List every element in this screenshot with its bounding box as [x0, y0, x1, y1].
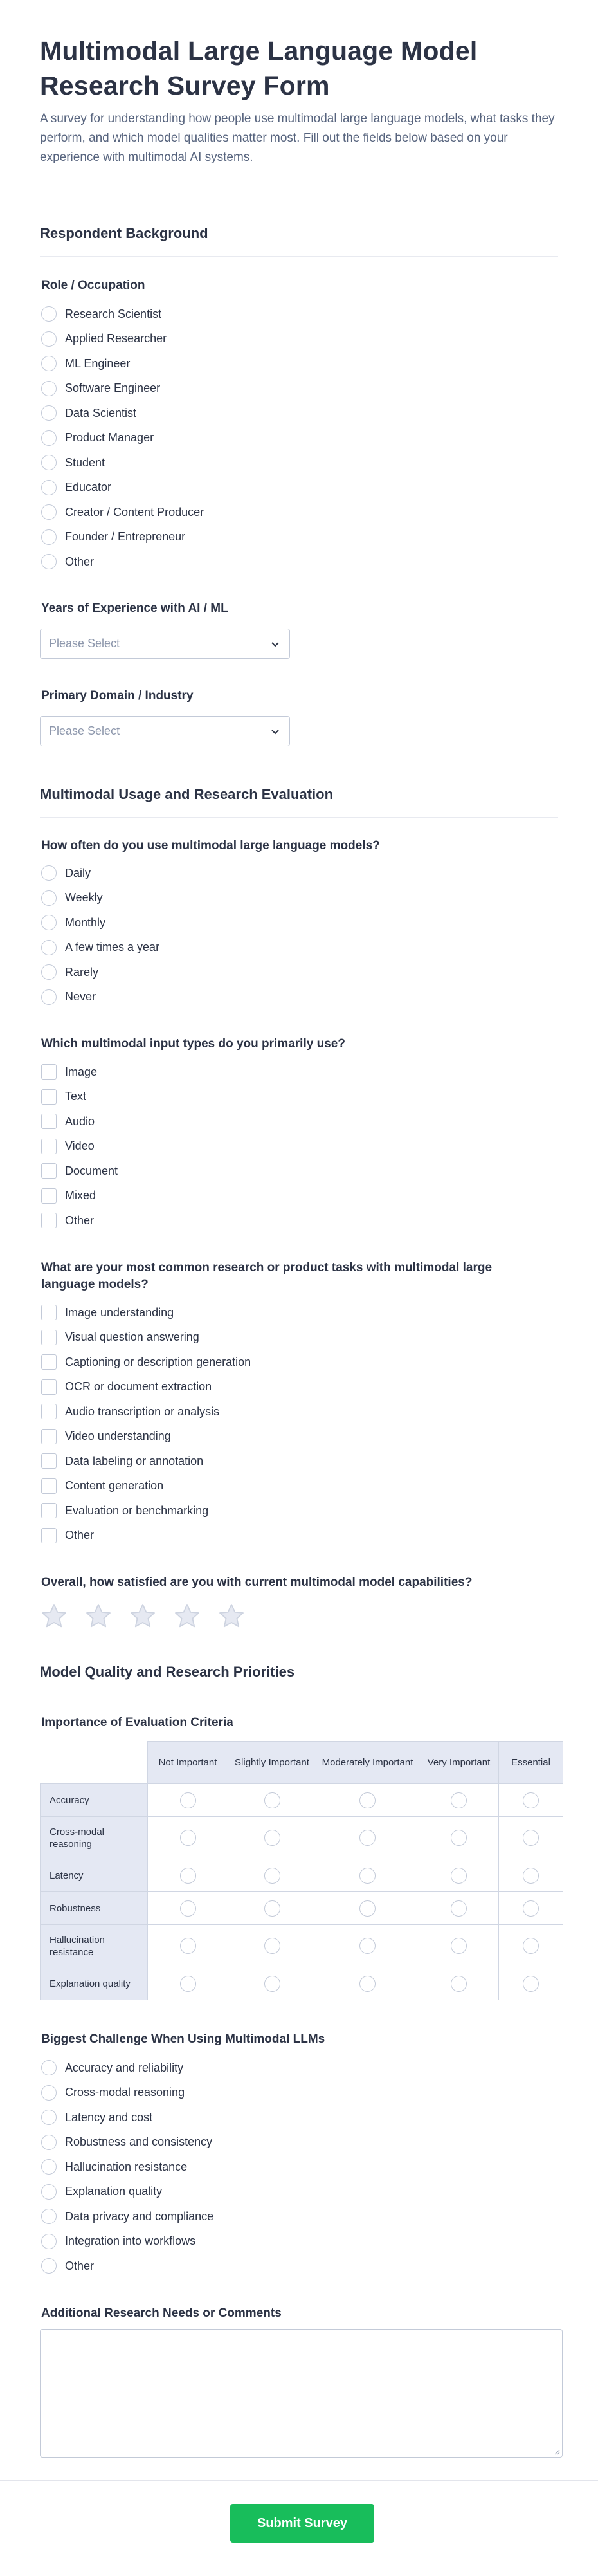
task-option[interactable] — [41, 1477, 163, 1495]
frequency-option[interactable] — [41, 939, 159, 957]
challenge-option-label: Integration into workflows — [65, 2234, 196, 2247]
matrix-cell[interactable] — [228, 1817, 316, 1859]
form-description: A survey for understanding how people use multimodal large language models, what tasks they perform, and which model qualities matter most. Fill out the fields below based on your experience with multimodal AI systems. — [40, 112, 555, 164]
chevron-down-icon — [270, 726, 280, 737]
frequency-label: How often do you use multimodal large language models? — [41, 839, 380, 852]
matrix-row-label: Accuracy — [41, 1784, 148, 1817]
role-option[interactable] — [41, 553, 94, 571]
role-option[interactable] — [41, 404, 136, 422]
role-option[interactable] — [41, 503, 204, 521]
domain-select[interactable] — [40, 716, 290, 746]
matrix-row-label: Hallucination resistance — [41, 1925, 148, 1967]
radio-button[interactable] — [359, 1792, 376, 1808]
checkbox[interactable] — [41, 1163, 57, 1179]
radio-button[interactable] — [523, 1868, 539, 1884]
matrix-row — [41, 1859, 563, 1892]
challenge-option-label: Latency and cost — [65, 2110, 153, 2124]
input-types-label: Which multimodal input types do you primarily use? — [41, 1037, 345, 1051]
input-type-option[interactable] — [41, 1088, 86, 1106]
radio-button[interactable] — [41, 504, 57, 520]
task-option-label: Video understanding — [65, 1430, 171, 1442]
radio-button[interactable] — [264, 1900, 280, 1917]
radio-button[interactable] — [451, 1976, 467, 1992]
star-icon[interactable] — [217, 1602, 246, 1630]
matrix-row-label: Robustness — [41, 1892, 148, 1925]
role-option[interactable] — [41, 330, 167, 348]
task-option[interactable] — [41, 1378, 212, 1396]
checkbox[interactable] — [41, 1305, 57, 1320]
input-type-option[interactable] — [41, 1137, 95, 1155]
frequency-option-label: A few times a year — [65, 941, 160, 953]
input-type-option[interactable] — [41, 1112, 95, 1130]
role-option[interactable] — [41, 429, 154, 447]
checkbox[interactable] — [41, 1503, 57, 1518]
input-type-option[interactable] — [41, 1211, 94, 1229]
task-option-label: Captioning or description generation — [65, 1355, 251, 1368]
role-option-label: Educator — [65, 481, 112, 493]
challenge-option[interactable] — [41, 2207, 213, 2225]
matrix-row-label: Explanation quality — [41, 1967, 148, 2000]
radio-button[interactable] — [41, 381, 57, 396]
matrix-column-header: Very Important — [419, 1742, 499, 1784]
radio-button[interactable] — [523, 1900, 539, 1917]
matrix-row-label: Cross-modal reasoning — [41, 1817, 148, 1859]
matrix-row — [41, 1925, 563, 1967]
radio-button[interactable] — [41, 2159, 57, 2175]
matrix-cell[interactable] — [499, 1925, 563, 1967]
section-title-quality: Model Quality and Research Priorities — [40, 1664, 295, 1680]
radio-button[interactable] — [359, 1830, 376, 1846]
section-title-usage: Multimodal Usage and Research Evaluation — [40, 786, 334, 802]
challenge-option-label: Robustness and consistency — [65, 2135, 213, 2148]
matrix-column-header: Slightly Important — [228, 1742, 316, 1784]
frequency-option[interactable] — [41, 988, 96, 1006]
matrix-row — [41, 1817, 563, 1859]
experience-select[interactable] — [40, 629, 290, 659]
radio-button[interactable] — [264, 1938, 280, 1954]
checkbox[interactable] — [41, 1089, 57, 1105]
matrix-cell[interactable] — [419, 1817, 499, 1859]
radio-button[interactable] — [264, 1976, 280, 1992]
matrix-cell[interactable] — [499, 1859, 563, 1892]
task-option[interactable] — [41, 1329, 199, 1347]
matrix-cell[interactable] — [316, 1967, 419, 2000]
radio-button[interactable] — [180, 1830, 196, 1846]
satisfaction-label: Overall, how satisfied are you with current multimodal model capabilities? — [41, 1576, 473, 1589]
radio-button[interactable] — [451, 1900, 467, 1917]
task-option[interactable] — [41, 1403, 219, 1421]
checkbox[interactable] — [41, 1528, 57, 1543]
matrix-cell[interactable] — [419, 1859, 499, 1892]
tasks-label: What are your most common research or product tasks with multimodal large language models? — [41, 1261, 493, 1291]
matrix-cell[interactable] — [499, 1967, 563, 2000]
radio-button[interactable] — [359, 1868, 376, 1884]
frequency-option-label: Never — [65, 990, 96, 1003]
radio-button[interactable] — [359, 1900, 376, 1917]
role-option-label: Product Manager — [65, 431, 154, 444]
challenge-option-label: Hallucination resistance — [65, 2160, 188, 2173]
radio-button[interactable] — [41, 331, 57, 347]
task-option-label: Visual question answering — [65, 1330, 199, 1343]
criteria-label: Importance of Evaluation Criteria — [41, 1716, 233, 1729]
radio-button[interactable] — [41, 940, 57, 955]
radio-button[interactable] — [41, 554, 57, 569]
input-type-option-label: Document — [65, 1164, 118, 1177]
checkbox[interactable] — [41, 1139, 57, 1154]
frequency-option-label: Daily — [65, 866, 91, 879]
comments-label: Additional Research Needs or Comments — [41, 2306, 282, 2320]
input-type-option-label: Audio — [65, 1114, 95, 1128]
radio-button[interactable] — [180, 1792, 196, 1808]
radio-button[interactable] — [523, 1792, 539, 1808]
role-option[interactable] — [41, 479, 111, 497]
radio-button[interactable] — [451, 1868, 467, 1884]
challenge-option[interactable] — [41, 2158, 187, 2176]
task-option[interactable] — [41, 1303, 174, 1321]
input-type-option-label: Mixed — [65, 1189, 96, 1202]
matrix-cell[interactable] — [148, 1892, 228, 1925]
matrix-cell[interactable] — [419, 1784, 499, 1817]
star-icon[interactable] — [129, 1602, 157, 1630]
radio-button[interactable] — [41, 964, 57, 980]
input-type-option[interactable] — [41, 1187, 96, 1205]
matrix-cell[interactable] — [499, 1817, 563, 1859]
radio-button[interactable] — [523, 1830, 539, 1846]
radio-button[interactable] — [180, 1900, 196, 1917]
radio-button[interactable] — [451, 1938, 467, 1954]
criteria-matrix — [40, 1741, 563, 2000]
checkbox[interactable] — [41, 1330, 57, 1345]
input-type-option[interactable] — [41, 1162, 118, 1180]
matrix-row-label: Latency — [41, 1859, 148, 1892]
challenge-option[interactable] — [41, 2232, 195, 2250]
frequency-option[interactable] — [41, 963, 98, 981]
role-option[interactable] — [41, 305, 161, 323]
challenge-option-label: Data privacy and compliance — [65, 2209, 214, 2223]
footer-divider — [0, 2480, 598, 2481]
task-option-label: Evaluation or benchmarking — [65, 1504, 209, 1517]
checkbox[interactable] — [41, 1379, 57, 1395]
task-option[interactable] — [41, 1452, 203, 1470]
submit-button[interactable]: Submit Survey — [230, 2504, 374, 2543]
checkbox[interactable] — [41, 1188, 57, 1204]
checkbox[interactable] — [41, 1213, 57, 1228]
radio-button[interactable] — [41, 2209, 57, 2224]
challenge-label: Biggest Challenge When Using Multimodal LLMs — [41, 2032, 325, 2046]
frequency-option[interactable] — [41, 889, 103, 907]
radio-button[interactable] — [41, 915, 57, 930]
section-title-background: Respondent Background — [40, 225, 208, 241]
matrix-cell[interactable] — [228, 1925, 316, 1967]
matrix-cell[interactable] — [499, 1892, 563, 1925]
task-option[interactable] — [41, 1353, 251, 1371]
section-divider — [40, 256, 558, 257]
radio-button[interactable] — [264, 1830, 280, 1846]
radio-button[interactable] — [41, 2234, 57, 2249]
challenge-option[interactable] — [41, 2257, 94, 2275]
matrix-cell[interactable] — [316, 1784, 419, 1817]
matrix-cell[interactable] — [316, 1892, 419, 1925]
task-option-label: OCR or document extraction — [65, 1380, 212, 1393]
matrix-header-row — [41, 1742, 563, 1784]
challenge-option-label: Other — [65, 2259, 95, 2272]
radio-button[interactable] — [451, 1792, 467, 1808]
task-option-label: Content generation — [65, 1479, 164, 1492]
task-option-label: Audio transcription or analysis — [65, 1404, 220, 1418]
domain-label: Primary Domain / Industry — [41, 689, 194, 703]
radio-button[interactable] — [359, 1976, 376, 1992]
frequency-option[interactable] — [41, 914, 105, 932]
radio-button[interactable] — [180, 1938, 196, 1954]
checkbox[interactable] — [41, 1114, 57, 1129]
input-type-option-label: Text — [65, 1090, 87, 1103]
matrix-column-header: Moderately Important — [316, 1742, 419, 1784]
form-title: Multimodal Large Language Model Research Survey Form — [40, 36, 478, 100]
task-option[interactable] — [41, 1502, 208, 1520]
radio-button[interactable] — [359, 1938, 376, 1954]
role-option-label: Data Scientist — [65, 406, 137, 419]
radio-button[interactable] — [41, 356, 57, 371]
task-option[interactable] — [41, 1428, 171, 1446]
matrix-cell[interactable] — [148, 1967, 228, 2000]
form-header — [0, 0, 598, 164]
role-option-label: Other — [65, 555, 95, 568]
checkbox[interactable] — [41, 1404, 57, 1419]
section-divider — [40, 817, 558, 818]
resize-handle-icon[interactable] — [552, 2447, 560, 2455]
checkbox[interactable] — [41, 1478, 57, 1494]
role-option[interactable] — [41, 354, 130, 373]
matrix-corner — [41, 1742, 148, 1784]
radio-button[interactable] — [41, 480, 57, 495]
radio-button[interactable] — [41, 2085, 57, 2101]
star-icon[interactable] — [40, 1602, 68, 1630]
checkbox[interactable] — [41, 1354, 57, 1370]
matrix-cell[interactable] — [499, 1784, 563, 1817]
challenge-option[interactable] — [41, 2059, 183, 2077]
radio-button[interactable] — [41, 989, 57, 1005]
radio-button[interactable] — [41, 529, 57, 545]
role-option-label: Creator / Content Producer — [65, 505, 204, 519]
star-icon[interactable] — [84, 1602, 113, 1630]
role-option[interactable] — [41, 380, 160, 398]
matrix-cell[interactable] — [148, 1925, 228, 1967]
challenge-option[interactable] — [41, 2084, 185, 2102]
frequency-option-label: Weekly — [65, 891, 103, 904]
input-type-option-label: Video — [65, 1139, 95, 1152]
matrix-cell[interactable] — [148, 1817, 228, 1859]
task-option[interactable] — [41, 1527, 94, 1545]
checkbox[interactable] — [41, 1064, 57, 1080]
role-option-label: Student — [65, 455, 105, 469]
input-type-option-label: Image — [65, 1065, 98, 1078]
challenge-option-label: Accuracy and reliability — [65, 2061, 184, 2074]
frequency-option[interactable] — [41, 864, 91, 882]
role-option-label: Software Engineer — [65, 382, 161, 394]
task-option-label: Image understanding — [65, 1305, 174, 1319]
role-option-label: Founder / Entrepreneur — [65, 530, 186, 543]
role-label: Role / Occupation — [41, 279, 145, 292]
experience-placeholder: Please Select — [49, 637, 120, 650]
matrix-cell[interactable] — [316, 1817, 419, 1859]
checkbox[interactable] — [41, 1453, 57, 1469]
matrix-cell[interactable] — [228, 1859, 316, 1892]
radio-button[interactable] — [180, 1868, 196, 1884]
matrix-cell[interactable] — [228, 1967, 316, 2000]
frequency-option-label: Monthly — [65, 915, 106, 929]
radio-button[interactable] — [41, 306, 57, 322]
domain-placeholder: Please Select — [49, 724, 120, 737]
radio-button[interactable] — [41, 2135, 57, 2150]
radio-button[interactable] — [180, 1976, 196, 1992]
radio-button[interactable] — [41, 2060, 57, 2075]
challenge-option[interactable] — [41, 2108, 152, 2126]
radio-button[interactable] — [41, 430, 57, 446]
radio-button[interactable] — [41, 2110, 57, 2125]
matrix-cell[interactable] — [316, 1925, 419, 1967]
checkbox[interactable] — [41, 1429, 57, 1444]
matrix-cell[interactable] — [148, 1859, 228, 1892]
task-option-label: Data labeling or annotation — [65, 1454, 204, 1467]
chevron-down-icon — [270, 639, 280, 649]
radio-button[interactable] — [264, 1868, 280, 1884]
matrix-column-header: Not Important — [148, 1742, 228, 1784]
challenge-option[interactable] — [41, 2133, 212, 2151]
matrix-row — [41, 1784, 563, 1817]
matrix-row — [41, 1967, 563, 2000]
radio-button[interactable] — [451, 1830, 467, 1846]
comments-textarea[interactable] — [40, 2329, 563, 2458]
challenge-option[interactable] — [41, 2183, 162, 2201]
radio-button[interactable] — [41, 455, 57, 470]
role-option[interactable] — [41, 454, 105, 472]
input-type-option-label: Other — [65, 1213, 95, 1227]
role-option[interactable] — [41, 528, 185, 546]
matrix-column-header: Essential — [499, 1742, 563, 1784]
challenge-option-label: Explanation quality — [65, 2185, 163, 2198]
radio-button[interactable] — [523, 1938, 539, 1954]
role-option-label: Applied Researcher — [65, 332, 167, 345]
star-icon[interactable] — [173, 1602, 201, 1630]
matrix-cell[interactable] — [228, 1784, 316, 1817]
radio-button[interactable] — [264, 1792, 280, 1808]
radio-button[interactable] — [41, 890, 57, 906]
task-option-label: Other — [65, 1529, 95, 1541]
matrix-cell[interactable] — [148, 1784, 228, 1817]
input-type-option[interactable] — [41, 1063, 97, 1081]
role-option-label: Research Scientist — [65, 307, 162, 320]
radio-button[interactable] — [41, 405, 57, 421]
experience-label: Years of Experience with AI / ML — [41, 602, 228, 615]
role-option-label: ML Engineer — [65, 356, 131, 370]
radio-button[interactable] — [41, 2184, 57, 2200]
matrix-cell[interactable] — [419, 1925, 499, 1967]
matrix-cell[interactable] — [419, 1967, 499, 2000]
radio-button[interactable] — [523, 1976, 539, 1992]
matrix-cell[interactable] — [419, 1892, 499, 1925]
radio-button[interactable] — [41, 2258, 57, 2274]
matrix-row — [41, 1892, 563, 1925]
radio-button[interactable] — [41, 865, 57, 881]
matrix-cell[interactable] — [316, 1859, 419, 1892]
matrix-cell[interactable] — [228, 1892, 316, 1925]
challenge-option-label: Cross-modal reasoning — [65, 2086, 185, 2099]
star-rating — [40, 1602, 262, 1630]
frequency-option-label: Rarely — [65, 965, 99, 979]
